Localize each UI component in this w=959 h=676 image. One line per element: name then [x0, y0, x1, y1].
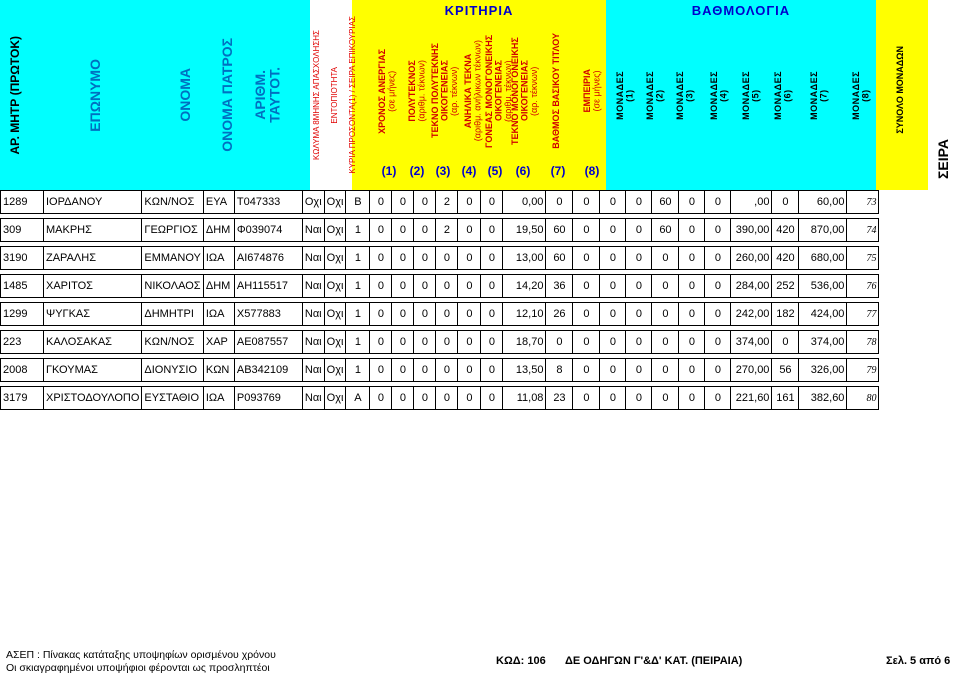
table-row	[1, 219, 879, 242]
table-cell: 420	[772, 247, 799, 270]
table-cell: Οχι	[324, 247, 346, 270]
table-cell: 78	[847, 331, 879, 354]
table-cell: 0	[679, 219, 705, 242]
table-cell: 382,60	[799, 387, 847, 410]
table-cell: 0	[414, 275, 436, 298]
table-cell: 0	[652, 331, 679, 354]
header-criterion-2: ΠΟΛΥΤΕΚΝΟΣ (αριθμ. τέκνων)	[406, 60, 426, 122]
table-cell: 420	[772, 219, 799, 242]
table-cell: ΚΩΝ/ΝΟΣ	[142, 331, 203, 354]
table-cell: 79	[847, 359, 879, 382]
table-cell: 0	[626, 303, 652, 326]
table-cell: 0	[370, 275, 392, 298]
table-cell: 0	[705, 303, 731, 326]
table-cell: 76	[847, 275, 879, 298]
table-cell: Οχι	[324, 387, 346, 410]
table-cell: 0	[705, 275, 731, 298]
table-cell: Ναι	[302, 303, 324, 326]
table-cell: Ναι	[302, 387, 324, 410]
table-cell: 1299	[1, 303, 44, 326]
header-eponymo: ΕΠΩΝΥΜΟ	[86, 58, 103, 132]
header-criterion-4: ΑΝΗΛΙΚΑ ΤΕΚΝΑ (αριθμ. ανήλικων τέκνων)	[462, 40, 482, 142]
table-cell: ΜΑΚΡΗΣ	[44, 219, 142, 242]
table-cell: 374,00	[731, 331, 772, 354]
header-score-1: ΜΟΝΑΔΕΣ (1)	[614, 70, 634, 120]
table-cell: 252	[772, 275, 799, 298]
table-cell: 0	[436, 247, 458, 270]
band-kritiria: ΚΡΙΤΗΡΙΑ	[444, 2, 514, 18]
table-cell: 390,00	[731, 219, 772, 242]
table-cell: 0	[458, 331, 481, 354]
table-cell: 56	[772, 359, 799, 382]
table-row	[1, 191, 879, 214]
table-cell: ΖΑΡΑΛΗΣ	[44, 247, 142, 270]
table-cell: 0	[481, 275, 503, 298]
table-cell: 0	[458, 247, 481, 270]
header-kolyma: ΚΩΛΥΜΑ 8ΜΗΝΗΣ ΑΠΑΣΧΟΛΗΣΗΣ	[311, 30, 321, 160]
criterion-num-6: (6)	[515, 164, 531, 178]
table-cell: Ναι	[302, 219, 324, 242]
table-row	[1, 331, 879, 354]
table-cell: 0	[414, 359, 436, 382]
criterion-num-4: (4)	[461, 164, 477, 178]
table-cell: 0	[458, 303, 481, 326]
table-cell: 309	[1, 219, 44, 242]
table-cell: 3179	[1, 387, 44, 410]
table-cell: 0	[573, 247, 600, 270]
table-cell: ΔΗΜΗΤΡΙ	[142, 303, 203, 326]
table-cell: ΚΑΛΟΣΑΚΑΣ	[44, 331, 142, 354]
table-cell: ΑΙ674876	[234, 247, 302, 270]
table-cell: 0	[414, 191, 436, 214]
table-cell: 60,00	[799, 191, 847, 214]
table-cell: 0	[436, 387, 458, 410]
table-cell: 0	[600, 219, 626, 242]
table-cell: 0	[772, 191, 799, 214]
header-mitr: ΑΡ. ΜΗΤΡ (ΠΡΩΤΟΚ)	[7, 35, 22, 155]
table-cell: 0	[573, 191, 600, 214]
table-cell: 36	[546, 275, 573, 298]
table-cell: 1	[346, 219, 370, 242]
table-cell: 0	[626, 247, 652, 270]
table-cell: 19,50	[503, 219, 546, 242]
header-score-6: ΜΟΝΑΔΕΣ (6)	[772, 70, 792, 120]
table-cell: 0	[573, 303, 600, 326]
table-cell: 3190	[1, 247, 44, 270]
table-cell: Οχι	[324, 219, 346, 242]
table-row	[1, 303, 879, 326]
criterion-num-3: (3)	[435, 164, 451, 178]
table-cell: 0	[600, 191, 626, 214]
table-cell: 1485	[1, 275, 44, 298]
table-cell: 0	[370, 191, 392, 214]
table-cell: 0	[679, 247, 705, 270]
table-cell: 1289	[1, 191, 44, 214]
table-cell: 223	[1, 331, 44, 354]
criterion-num-8: (8)	[584, 164, 600, 178]
table-cell: ΧΑΡΙΤΟΣ	[44, 275, 142, 298]
table-cell: 0	[705, 191, 731, 214]
table-cell: ΕΜΜΑΝΟΥ	[142, 247, 203, 270]
table-cell: 0	[370, 359, 392, 382]
table-cell: ΓΚΟΥΜΑΣ	[44, 359, 142, 382]
table-row	[1, 359, 879, 382]
table-cell: 23	[546, 387, 573, 410]
table-cell: ΑΕ087557	[234, 331, 302, 354]
table-cell: 0,00	[503, 191, 546, 214]
table-cell: 424,00	[799, 303, 847, 326]
header-score-4: ΜΟΝΑΔΕΣ (4)	[708, 70, 728, 120]
table-cell: ΑΒ342109	[234, 359, 302, 382]
table-cell: 73	[847, 191, 879, 214]
table-cell: 0	[600, 387, 626, 410]
table-cell: ΚΩΝ	[203, 359, 234, 382]
table-cell: ΙΩΑ	[203, 387, 234, 410]
table-cell: 0	[573, 219, 600, 242]
table-cell: 1	[346, 303, 370, 326]
table-cell: 0	[392, 247, 414, 270]
table-cell: 1	[346, 331, 370, 354]
table-cell: Οχι	[324, 359, 346, 382]
table-cell: 0	[481, 219, 503, 242]
criterion-num-1: (1)	[381, 164, 397, 178]
table-cell: 8	[546, 359, 573, 382]
table-cell: 0	[392, 219, 414, 242]
table-cell: 0	[573, 331, 600, 354]
table-cell: 0	[414, 331, 436, 354]
footer-category: ΔΕ ΟΔΗΓΩΝ Γ'&Δ' ΚΑΤ. (ΠΕΙΡΑΙΑ)	[565, 655, 743, 667]
table-cell: 60	[652, 191, 679, 214]
header-synolo: ΣΥΝΟΛΟ ΜΟΝΑΔΩΝ	[895, 46, 906, 134]
table-cell: Β	[346, 191, 370, 214]
table-cell: ΧΡΙΣΤΟΔΟΥΛΟΠΟ	[44, 387, 142, 410]
table-cell: ΧΑΡ	[203, 331, 234, 354]
candidates-table	[0, 190, 879, 410]
table-cell: 0	[626, 387, 652, 410]
table-cell: ΑΗ115517	[234, 275, 302, 298]
footer-line1: ΑΣΕΠ : Πίνακας κατάταξης υποψηφίων ορισμένου χρόνου	[6, 649, 276, 661]
header-region	[0, 0, 959, 190]
table-cell: Τ047333	[234, 191, 302, 214]
table-cell: 0	[626, 219, 652, 242]
table-cell: 0	[652, 247, 679, 270]
table-cell: Ρ093769	[234, 387, 302, 410]
table-cell: 0	[679, 191, 705, 214]
table-cell: 0	[392, 275, 414, 298]
header-entopiotita: ΕΝΤΟΠΙΟΤΗΤΑ	[329, 66, 339, 124]
table-cell: 12,10	[503, 303, 546, 326]
table-cell: 0	[679, 387, 705, 410]
table-cell: 60	[652, 219, 679, 242]
table-cell: 870,00	[799, 219, 847, 242]
table-cell: 270,00	[731, 359, 772, 382]
table-cell: ΔΗΜ	[203, 275, 234, 298]
table-cell: ΕΥΑ	[203, 191, 234, 214]
criterion-num-2: (2)	[409, 164, 425, 178]
table-cell: 0	[652, 275, 679, 298]
band-vathmologia: ΒΑΘΜΟΛΟΓΙΑ	[691, 2, 791, 18]
table-cell: ΨΥΓΚΑΣ	[44, 303, 142, 326]
table-cell: Οχι	[324, 303, 346, 326]
header-score-7: ΜΟΝΑΔΕΣ (7)	[808, 70, 828, 120]
table-cell: 0	[370, 219, 392, 242]
table-cell: 0	[370, 387, 392, 410]
table-cell: 26	[546, 303, 573, 326]
table-cell: 77	[847, 303, 879, 326]
table-cell: 2	[436, 191, 458, 214]
table-cell: 0	[600, 303, 626, 326]
footer-page: Σελ. 5 από 6	[886, 655, 951, 667]
table-cell: 0	[652, 303, 679, 326]
header-criterion-8: ΕΜΠΕΙΡΙΑ (σε μήνες)	[581, 69, 601, 113]
table-cell: Οχι	[324, 331, 346, 354]
table-cell: 374,00	[799, 331, 847, 354]
table-cell: 0	[458, 191, 481, 214]
table-cell: 0	[626, 331, 652, 354]
table-cell: Χ577883	[234, 303, 302, 326]
table-cell: 0	[392, 331, 414, 354]
table-cell: ΝΙΚΟΛΑΟΣ	[142, 275, 203, 298]
header-criterion-1: ΧΡΟΝΟΣ ΑΝΕΡΓΙΑΣ (σε μήνες)	[376, 48, 396, 134]
table-cell: 536,00	[799, 275, 847, 298]
table-cell: 0	[600, 359, 626, 382]
table-cell: 0	[679, 359, 705, 382]
table-cell: 13,50	[503, 359, 546, 382]
table-cell: ΓΕΩΡΓΙΟΣ	[142, 219, 203, 242]
table-cell: 0	[546, 331, 573, 354]
table-cell: 0	[370, 247, 392, 270]
table-cell: 0	[436, 303, 458, 326]
table-cell: ΙΟΡΔΑΝΟΥ	[44, 191, 142, 214]
table-cell: 80	[847, 387, 879, 410]
table-cell: 0	[436, 275, 458, 298]
table-cell: 0	[626, 191, 652, 214]
footer-line2: Οι σκιαγραφημένοι υποψήφιοι φέρονται ως προσληπτέοι	[6, 662, 270, 674]
header-score-3: ΜΟΝΑΔΕΣ (3)	[674, 70, 694, 120]
table-cell: 0	[652, 387, 679, 410]
table-cell: Ναι	[302, 359, 324, 382]
table-cell: 0	[679, 275, 705, 298]
header-criterion-7: ΒΑΘΜΟΣ ΒΑΣΙΚΟΥ ΤΙΤΛΟΥ	[551, 33, 562, 149]
table-cell: Οχι	[324, 275, 346, 298]
header-onoma: ΟΝΟΜΑ	[176, 68, 193, 122]
table-cell: 0	[436, 359, 458, 382]
table-cell: Ναι	[302, 247, 324, 270]
criterion-num-7: (7)	[550, 164, 566, 178]
header-kyria-prosonta: ΚΥΡΙΑ ΠΡΟΣΟΝΤΑ(1) / ΣΕΙΡΑ ΕΠΙΚΟΥΡΙΑΣ	[347, 16, 357, 174]
footer-kod: ΚΩΔ: 106	[496, 655, 546, 667]
table-cell: Α	[346, 387, 370, 410]
table-cell: 326,00	[799, 359, 847, 382]
table-cell: 0	[458, 387, 481, 410]
table-cell: 1	[346, 275, 370, 298]
table-cell: 0	[705, 359, 731, 382]
table-cell: 1	[346, 247, 370, 270]
table-cell: 0	[392, 303, 414, 326]
table-cell: 0	[573, 359, 600, 382]
table-cell: 0	[600, 331, 626, 354]
header-criterion-6: ΤΕΚΝΟ ΜΟΝΟΓΟΝΕΙΚΗΣ ΟΙΚΟΓΕΝΕΙΑΣ (αρ. τέκνων)	[509, 37, 539, 145]
table-row	[1, 387, 879, 410]
table-cell: ΚΩΝ/ΝΟΣ	[142, 191, 203, 214]
table-cell: 0	[414, 387, 436, 410]
header-arith-taut: ΑΡΙΘΜ. ΤΑΥΤΟΤ.	[252, 67, 283, 123]
table-cell: 221,60	[731, 387, 772, 410]
table-cell: 0	[458, 275, 481, 298]
table-cell: Ναι	[302, 275, 324, 298]
table-cell: 0	[546, 191, 573, 214]
table-cell: 0	[679, 331, 705, 354]
table-cell: 2	[436, 219, 458, 242]
table-cell: 0	[705, 331, 731, 354]
header-criterion-3: ΤΕΚΝΟ ΠΟΛΥΤΕΚΝΗΣ ΟΙΚΟΓΕΝΕΙΑΣ (αρ. τέκνων)	[429, 43, 459, 139]
table-cell: 60	[546, 219, 573, 242]
table-cell: 0	[458, 359, 481, 382]
table-cell: 0	[370, 303, 392, 326]
table-cell: 0	[370, 331, 392, 354]
table-cell: 182	[772, 303, 799, 326]
table-cell: Φ039074	[234, 219, 302, 242]
table-row	[1, 275, 879, 298]
table-cell: ΕΥΣΤΑΘΙΟ	[142, 387, 203, 410]
table-cell: 284,00	[731, 275, 772, 298]
table-cell: 0	[414, 247, 436, 270]
table-cell: 0	[392, 359, 414, 382]
table-cell: 0	[573, 387, 600, 410]
table-cell: 14,20	[503, 275, 546, 298]
table-cell: 0	[458, 219, 481, 242]
table-cell: 0	[600, 275, 626, 298]
table-cell: 0	[705, 247, 731, 270]
table-cell: 680,00	[799, 247, 847, 270]
table-cell: 60	[546, 247, 573, 270]
table-cell: ,00	[731, 191, 772, 214]
table-cell: 0	[481, 331, 503, 354]
table-cell: 0	[481, 303, 503, 326]
criterion-num-5: (5)	[487, 164, 503, 178]
table-cell: 0	[414, 219, 436, 242]
table-cell: 0	[392, 387, 414, 410]
table-cell: 0	[600, 247, 626, 270]
table-cell: 0	[626, 359, 652, 382]
table-cell: 0	[626, 275, 652, 298]
header-score-2: ΜΟΝΑΔΕΣ (2)	[644, 70, 664, 120]
table-cell: Οχι	[324, 191, 346, 214]
table-cell: ΔΙΟΝΥΣΙΟ	[142, 359, 203, 382]
table-cell: 161	[772, 387, 799, 410]
table-cell: 0	[481, 359, 503, 382]
table-cell: 0	[414, 303, 436, 326]
table-row	[1, 247, 879, 270]
header-onoma-patros: ΟΝΟΜΑ ΠΑΤΡΟΣ	[219, 38, 236, 152]
table-cell: 18,70	[503, 331, 546, 354]
table-cell: 1	[346, 359, 370, 382]
table-cell: 0	[392, 191, 414, 214]
table-cell: 0	[481, 247, 503, 270]
table-cell: 0	[436, 331, 458, 354]
table-cell: 74	[847, 219, 879, 242]
table-cell: 0	[705, 219, 731, 242]
table-cell: 75	[847, 247, 879, 270]
table-cell: ΙΩΑ	[203, 247, 234, 270]
header-seira: ΣΕΙΡΑ	[935, 138, 952, 180]
table-cell: 0	[705, 387, 731, 410]
header-score-8: ΜΟΝΑΔΕΣ (8)	[850, 70, 870, 120]
table-cell: Ναι	[302, 331, 324, 354]
table-cell: 11,08	[503, 387, 546, 410]
table-cell: ΔΗΜ	[203, 219, 234, 242]
table-cell: 0	[652, 359, 679, 382]
table-cell: 242,00	[731, 303, 772, 326]
table-cell: 260,00	[731, 247, 772, 270]
header-criterion-5: ΓΟΝΕΑΣ ΜΟΝΟΓΟΝΕΙΚΗΣ ΟΙΚΟΓΕΝΕΙΑΣ (αριθμ. τέκνων)	[483, 34, 513, 148]
table-cell: Οχι	[302, 191, 324, 214]
table-cell: 0	[573, 275, 600, 298]
table-cell: 0	[772, 331, 799, 354]
table-cell: 0	[481, 191, 503, 214]
header-score-5: ΜΟΝΑΔΕΣ (5)	[740, 70, 760, 120]
table-cell: 0	[481, 387, 503, 410]
table-cell: 0	[679, 303, 705, 326]
table-cell: ΙΩΑ	[203, 303, 234, 326]
table-cell: 2008	[1, 359, 44, 382]
table-cell: 13,00	[503, 247, 546, 270]
